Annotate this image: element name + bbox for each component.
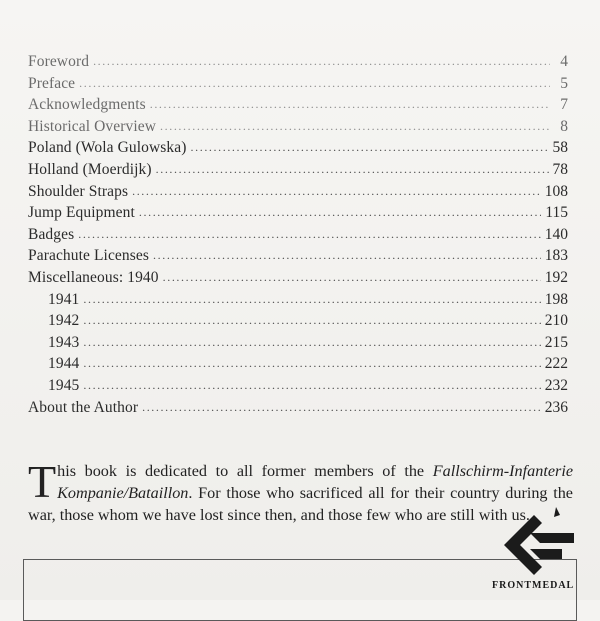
toc-entry: [28, 202, 568, 224]
toc-entry: [28, 51, 568, 73]
frontmedal-logo-icon: [496, 505, 586, 585]
toc-entry-title: Historical Overview: [28, 117, 157, 135]
toc-entry-page: 5: [560, 74, 568, 92]
toc-entry: [28, 332, 568, 354]
toc-leader-dots: [78, 224, 541, 246]
drop-cap: T: [28, 456, 57, 507]
toc-entry-title: 1944: [48, 355, 80, 373]
toc-leader-dots: [163, 267, 541, 289]
toc-leader-dots: [93, 51, 550, 73]
table-of-contents: [28, 51, 568, 418]
toc-entry: [28, 310, 568, 332]
toc-entry: [28, 73, 568, 95]
toc-entry: [28, 267, 568, 289]
toc-entry-title: 1942: [48, 312, 80, 330]
toc-entry-title: Jump Equipment: [28, 204, 135, 222]
dedication-text-start: his book is dedicated to all former members of the: [57, 462, 433, 480]
toc-entry-title: 1943: [48, 333, 80, 351]
toc-leader-dots: [160, 116, 550, 138]
toc-entry-title: Poland (Wola Gulowska): [28, 139, 187, 157]
toc-entry-title: Badges: [28, 225, 75, 243]
toc-entry-page: 108: [544, 182, 568, 200]
toc-entry-page: 192: [544, 268, 568, 286]
toc-entry-page: 8: [560, 117, 568, 135]
toc-entry: [28, 94, 568, 116]
toc-leader-dots: [83, 289, 540, 311]
toc-entry-page: 7: [560, 96, 568, 114]
toc-entry-title: Acknowledgments: [28, 96, 146, 114]
toc-entry-title: 1941: [48, 290, 80, 308]
toc-entry: [28, 375, 568, 397]
toc-leader-dots: [153, 245, 541, 267]
toc-entry: [28, 181, 568, 203]
toc-entry-page: 232: [544, 376, 568, 394]
toc-entry-page: 215: [544, 333, 568, 351]
toc-entry-page: 236: [544, 398, 568, 416]
toc-leader-dots: [83, 332, 540, 354]
dedication-paragraph: [28, 456, 573, 526]
toc-leader-dots: [142, 397, 541, 419]
toc-leader-dots: [156, 159, 549, 181]
toc-entry-title: Foreword: [28, 53, 90, 70]
toc-entry-title: About the Author: [28, 398, 139, 416]
toc-entry-title: Holland (Moerdijk): [28, 160, 152, 178]
dedication-italic-unit: Fallschirm-Infanterie Kompanie/Bataillon: [57, 462, 573, 502]
toc-entry-page: 4: [560, 53, 568, 70]
dedication-text-end: . For those who sacrificed all for their country during the war, those whom we have lost since then, and those few who are still with us.: [28, 484, 573, 524]
toc-leader-dots: [83, 375, 540, 397]
toc-entry: [28, 137, 568, 159]
toc-entry: [28, 245, 568, 267]
toc-entry-title: 1945: [48, 376, 80, 394]
toc-entry-title: Miscellaneous: 1940: [28, 268, 159, 286]
toc-leader-dots: [139, 202, 541, 224]
toc-entry-title: Preface: [28, 74, 76, 92]
toc-leader-dots: [191, 137, 549, 159]
toc-entry-page: 140: [544, 225, 568, 243]
toc-entry: [28, 116, 568, 138]
toc-entry-page: 183: [544, 247, 568, 265]
toc-entry-title: Parachute Licenses: [28, 247, 150, 265]
toc-entry: [28, 353, 568, 375]
toc-leader-dots: [79, 73, 550, 95]
toc-entry-page: 222: [544, 355, 568, 373]
toc-entry-page: 198: [544, 290, 568, 308]
toc-entry: [28, 397, 568, 419]
toc-entry-title: Shoulder Straps: [28, 182, 129, 200]
toc-leader-dots: [83, 310, 540, 332]
toc-leader-dots: [83, 353, 540, 375]
toc-leader-dots: [150, 94, 550, 116]
toc-entry: [28, 289, 568, 311]
watermark-label: FRONTMEDAL: [492, 580, 575, 591]
toc-entry-page: 58: [552, 139, 568, 157]
toc-leader-dots: [132, 181, 541, 203]
toc-entry: [28, 224, 568, 246]
toc-entry-page: 210: [544, 312, 568, 330]
toc-entry-page: 115: [545, 204, 568, 222]
toc-entry-page: 78: [552, 160, 568, 178]
toc-entry: [28, 159, 568, 181]
